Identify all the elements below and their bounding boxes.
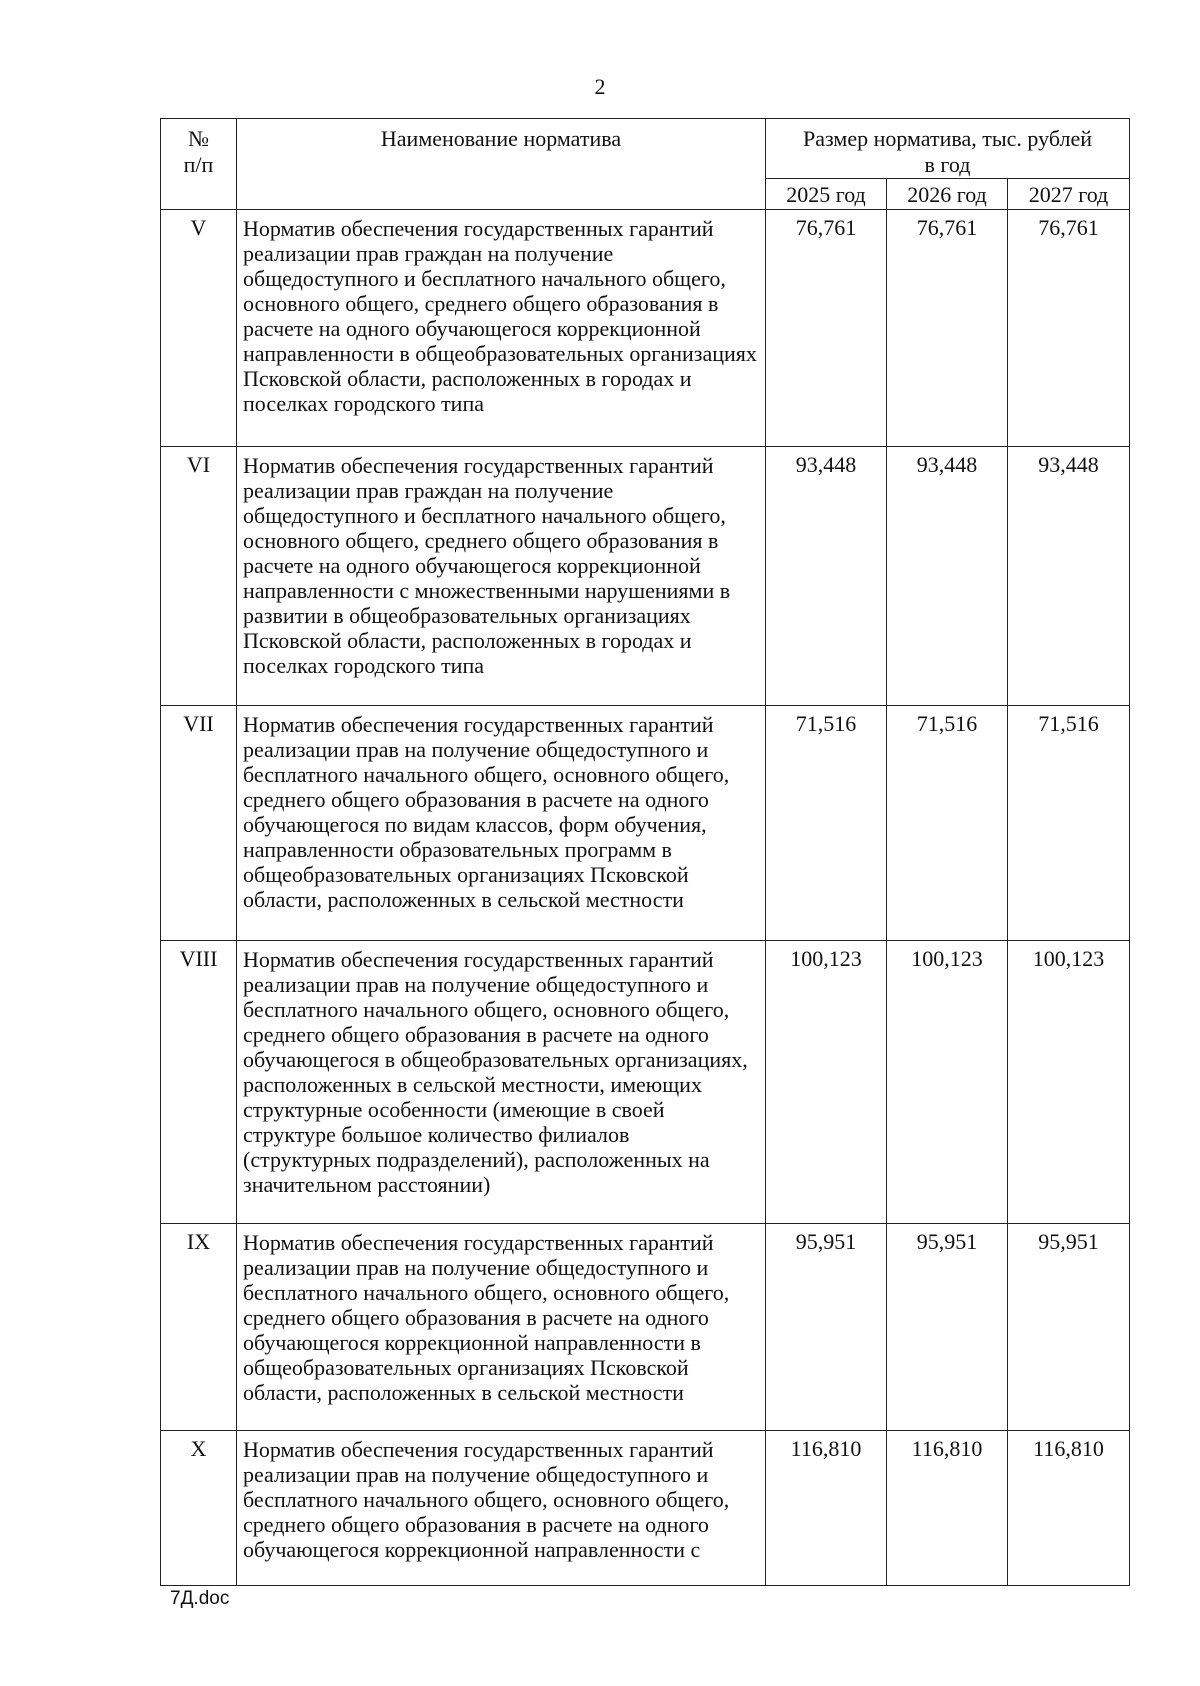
row-name: Норматив обеспечения государственных гарантий реализации прав на получение общедоступного и бесплатного начального общего, основного общего, среднего общего образования в расчете на одного обучающегося коррекционной направленности в общеобразовательных организациях Псковской области, расположенных в сельской местности: [237, 1224, 766, 1431]
file-name-footer: 7Д.doc: [170, 1588, 230, 1609]
row-number: VIII: [161, 941, 237, 1224]
row-value-2026: 100,123: [887, 941, 1008, 1224]
row-value-2026: 71,516: [887, 706, 1008, 941]
row-value-2027: 76,761: [1008, 210, 1130, 447]
header-year-2025: 2025 год: [766, 179, 887, 210]
row-number: X: [161, 1431, 237, 1586]
header-number: [161, 119, 237, 210]
row-number: VII: [161, 706, 237, 941]
row-value-2026: 95,951: [887, 1224, 1008, 1431]
header-name: Наименование норматива: [237, 119, 766, 210]
table-row: [161, 1431, 1130, 1586]
row-value-2027: 116,810: [1008, 1431, 1130, 1586]
row-name: Норматив обеспечения государственных гарантий реализации прав на получение общедоступного и бесплатного начального общего, основного общего, среднего общего образования в расчете на одного обучающегося в общеобразовательных организациях, расположенных в сельской местности, имеющих структурные особенности (имеющие в своей структуре большое количество филиалов (структурных подразделений), расположенных на значительном расстоянии): [237, 941, 766, 1224]
header-size: [766, 119, 1130, 179]
table-header: [161, 119, 1130, 210]
row-value-2025: 95,951: [766, 1224, 887, 1431]
table-row: [161, 1224, 1130, 1431]
standards-table: [160, 118, 1130, 1586]
row-value-2025: 93,448: [766, 447, 887, 706]
header-year-2027: 2027 год: [1008, 179, 1130, 210]
page-number: 2: [594, 74, 606, 99]
row-value-2025: 116,810: [766, 1431, 887, 1586]
row-value-2027: 93,448: [1008, 447, 1130, 706]
row-number: V: [161, 210, 237, 447]
row-name: Норматив обеспечения государственных гарантий реализации прав на получение общедоступного и бесплатного начального общего, основного общего, среднего общего образования в расчете на одного обучающегося коррекционной направленности с: [237, 1431, 766, 1586]
table-row: [161, 706, 1130, 941]
table-row: [161, 210, 1130, 447]
row-value-2027: 100,123: [1008, 941, 1130, 1224]
header-year-2026: 2026 год: [887, 179, 1008, 210]
row-name: Норматив обеспечения государственных гарантий реализации прав на получение общедоступного и бесплатного начального общего, основного общего, среднего общего образования в расчете на одного обучающегося по видам классов, форм обучения, направленности образовательных программ в общеобразовательных организациях Псковской области, расположенных в сельской местности: [237, 706, 766, 941]
table-row: [161, 447, 1130, 706]
row-value-2027: 71,516: [1008, 706, 1130, 941]
row-number: VI: [161, 447, 237, 706]
row-value-2026: 93,448: [887, 447, 1008, 706]
row-value-2025: 76,761: [766, 210, 887, 447]
row-name: Норматив обеспечения государственных гарантий реализации прав граждан на получение общедоступного и бесплатного начального общего, основного общего, среднего общего образования в расчете на одного обучающегося коррекционной направленности с множественными нарушениями в развитии в общеобразовательных организациях Псковской области, расположенных в городах и поселках городского типа: [237, 447, 766, 706]
row-value-2026: 116,810: [887, 1431, 1008, 1586]
header-size-label: Размер норматива, тыс. рублей в год: [803, 126, 1092, 177]
row-number: IX: [161, 1224, 237, 1431]
row-value-2025: 71,516: [766, 706, 887, 941]
row-value-2027: 95,951: [1008, 1224, 1130, 1431]
row-value-2025: 100,123: [766, 941, 887, 1224]
row-value-2026: 76,761: [887, 210, 1008, 447]
table-row: [161, 941, 1130, 1224]
row-name: Норматив обеспечения государственных гарантий реализации прав граждан на получение общедоступного и бесплатного начального общего, основного общего, среднего общего образования в расчете на одного обучающегося коррекционной направленности в общеобразовательных организациях Псковской области, расположенных в городах и поселках городского типа: [237, 210, 766, 447]
header-number-label: № п/п: [183, 126, 214, 177]
